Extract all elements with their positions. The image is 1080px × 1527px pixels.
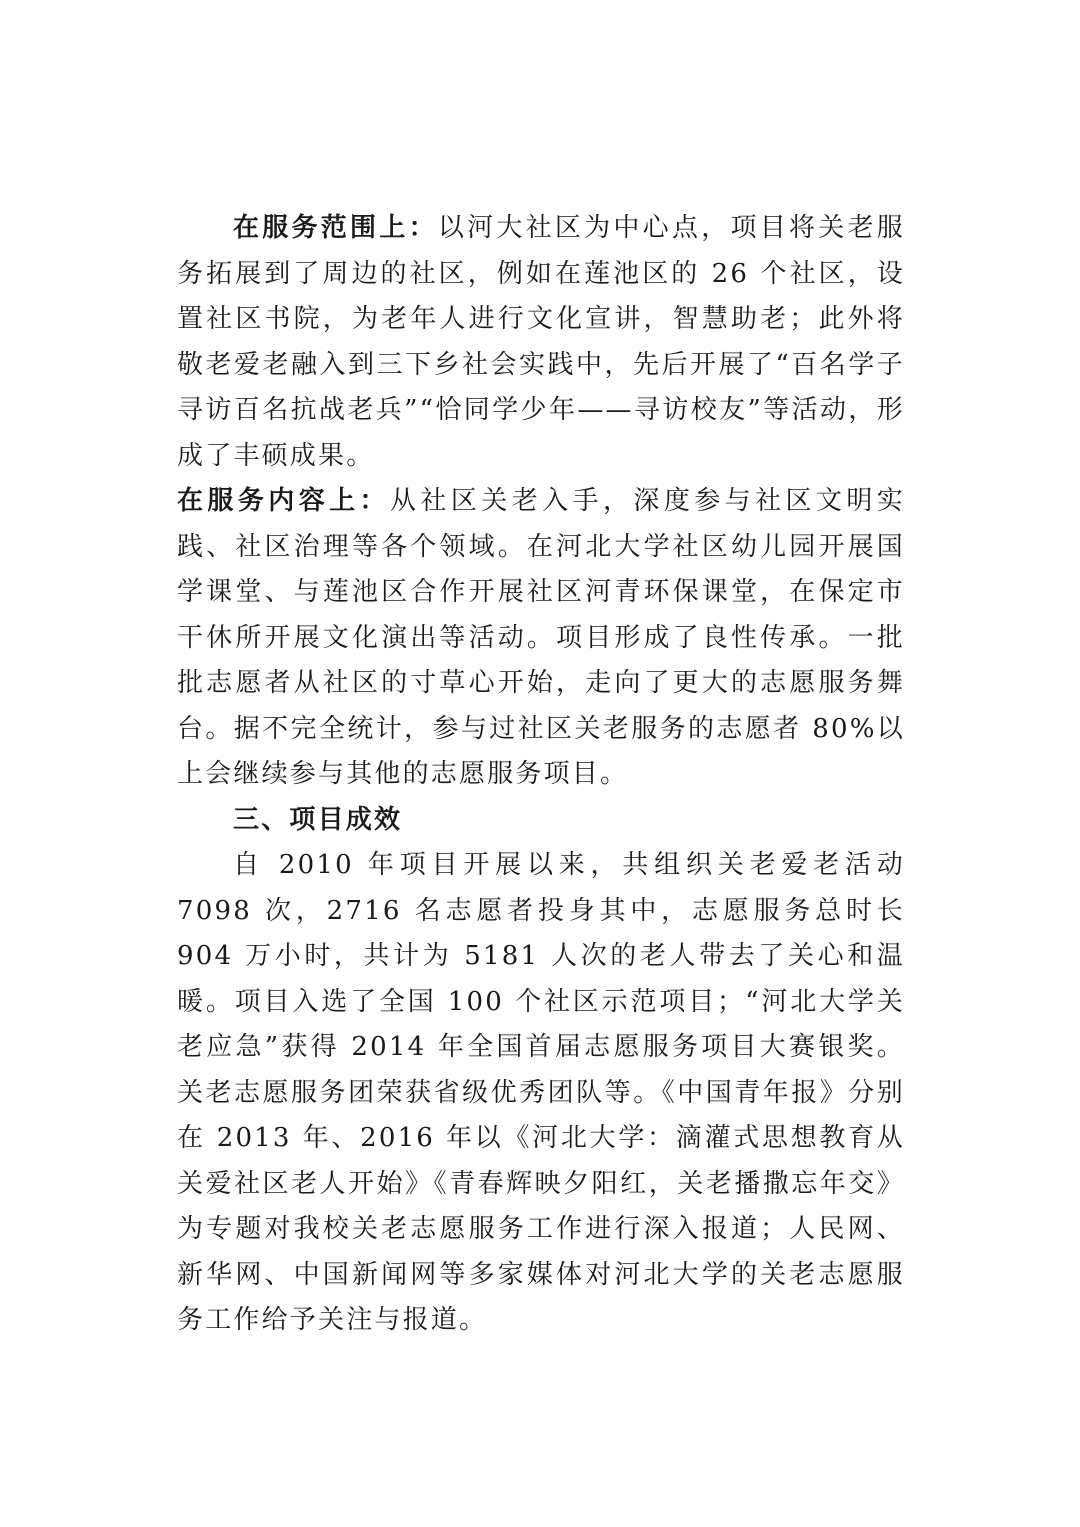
- paragraph-service-content-lead: 在服务内容上：: [177, 486, 390, 516]
- paragraph-service-scope: [177, 206, 905, 479]
- document-page: [177, 206, 905, 1344]
- paragraph-service-scope-body: 以河大社区为中心点，项目将关老服务拓展到了周边的社区，例如在莲池区的 26 个社区，设置社区书院，为老年人进行文化宣讲，智慧助老；此外将敬老爱老融入到三下乡社会实践中，先后开展了“百名学子寻访百名抗战老兵”“恰同学少年——寻访校友”等活动，形成了丰硕成果。: [177, 213, 905, 471]
- paragraph-service-scope-lead: 在服务范围上：: [233, 213, 438, 243]
- paragraph-project-results: 自 2010 年项目开展以来，共组织关老爱老活动 7098 次，2716 名志愿者投身其中，志愿服务总时长 904 万小时，共计为 5181 人次的老人带去了关心和温暖。项目入选了全国 100 个社区示范项目；“河北大学关老应急”获得 2014 年全国首届志愿服务项目大赛银奖。关老志愿服务团荣获省级优秀团队等。《中国青年报》分别在 2013 年、2016 年以《河北大学：滴灌式思想教育从关爱社区老人开始》《青春辉映夕阳红，关老播撒忘年交》为专题对我校关老志愿服务工作进行深入报道；人民网、新华网、中国新闻网等多家媒体对河北大学的关老志愿服务工作给予关注与报道。: [177, 850, 905, 1335]
- paragraph-service-content-body: 从社区关老入手，深度参与社区文明实践、社区治理等各个领域。在河北大学社区幼儿园开展国学课堂、与莲池区合作开展社区河青环保课堂，在保定市干休所开展文化演出等活动。项目形成了良性传承。一批批志愿者从社区的寸草心开始，走向了更大的志愿服务舞台。据不完全统计，参与过社区关老服务的志愿者 80%以上会继续参与其他的志愿服务项目。: [177, 486, 905, 789]
- paragraph-service-content: [177, 479, 905, 798]
- section-heading: 三、项目成效: [233, 804, 403, 835]
